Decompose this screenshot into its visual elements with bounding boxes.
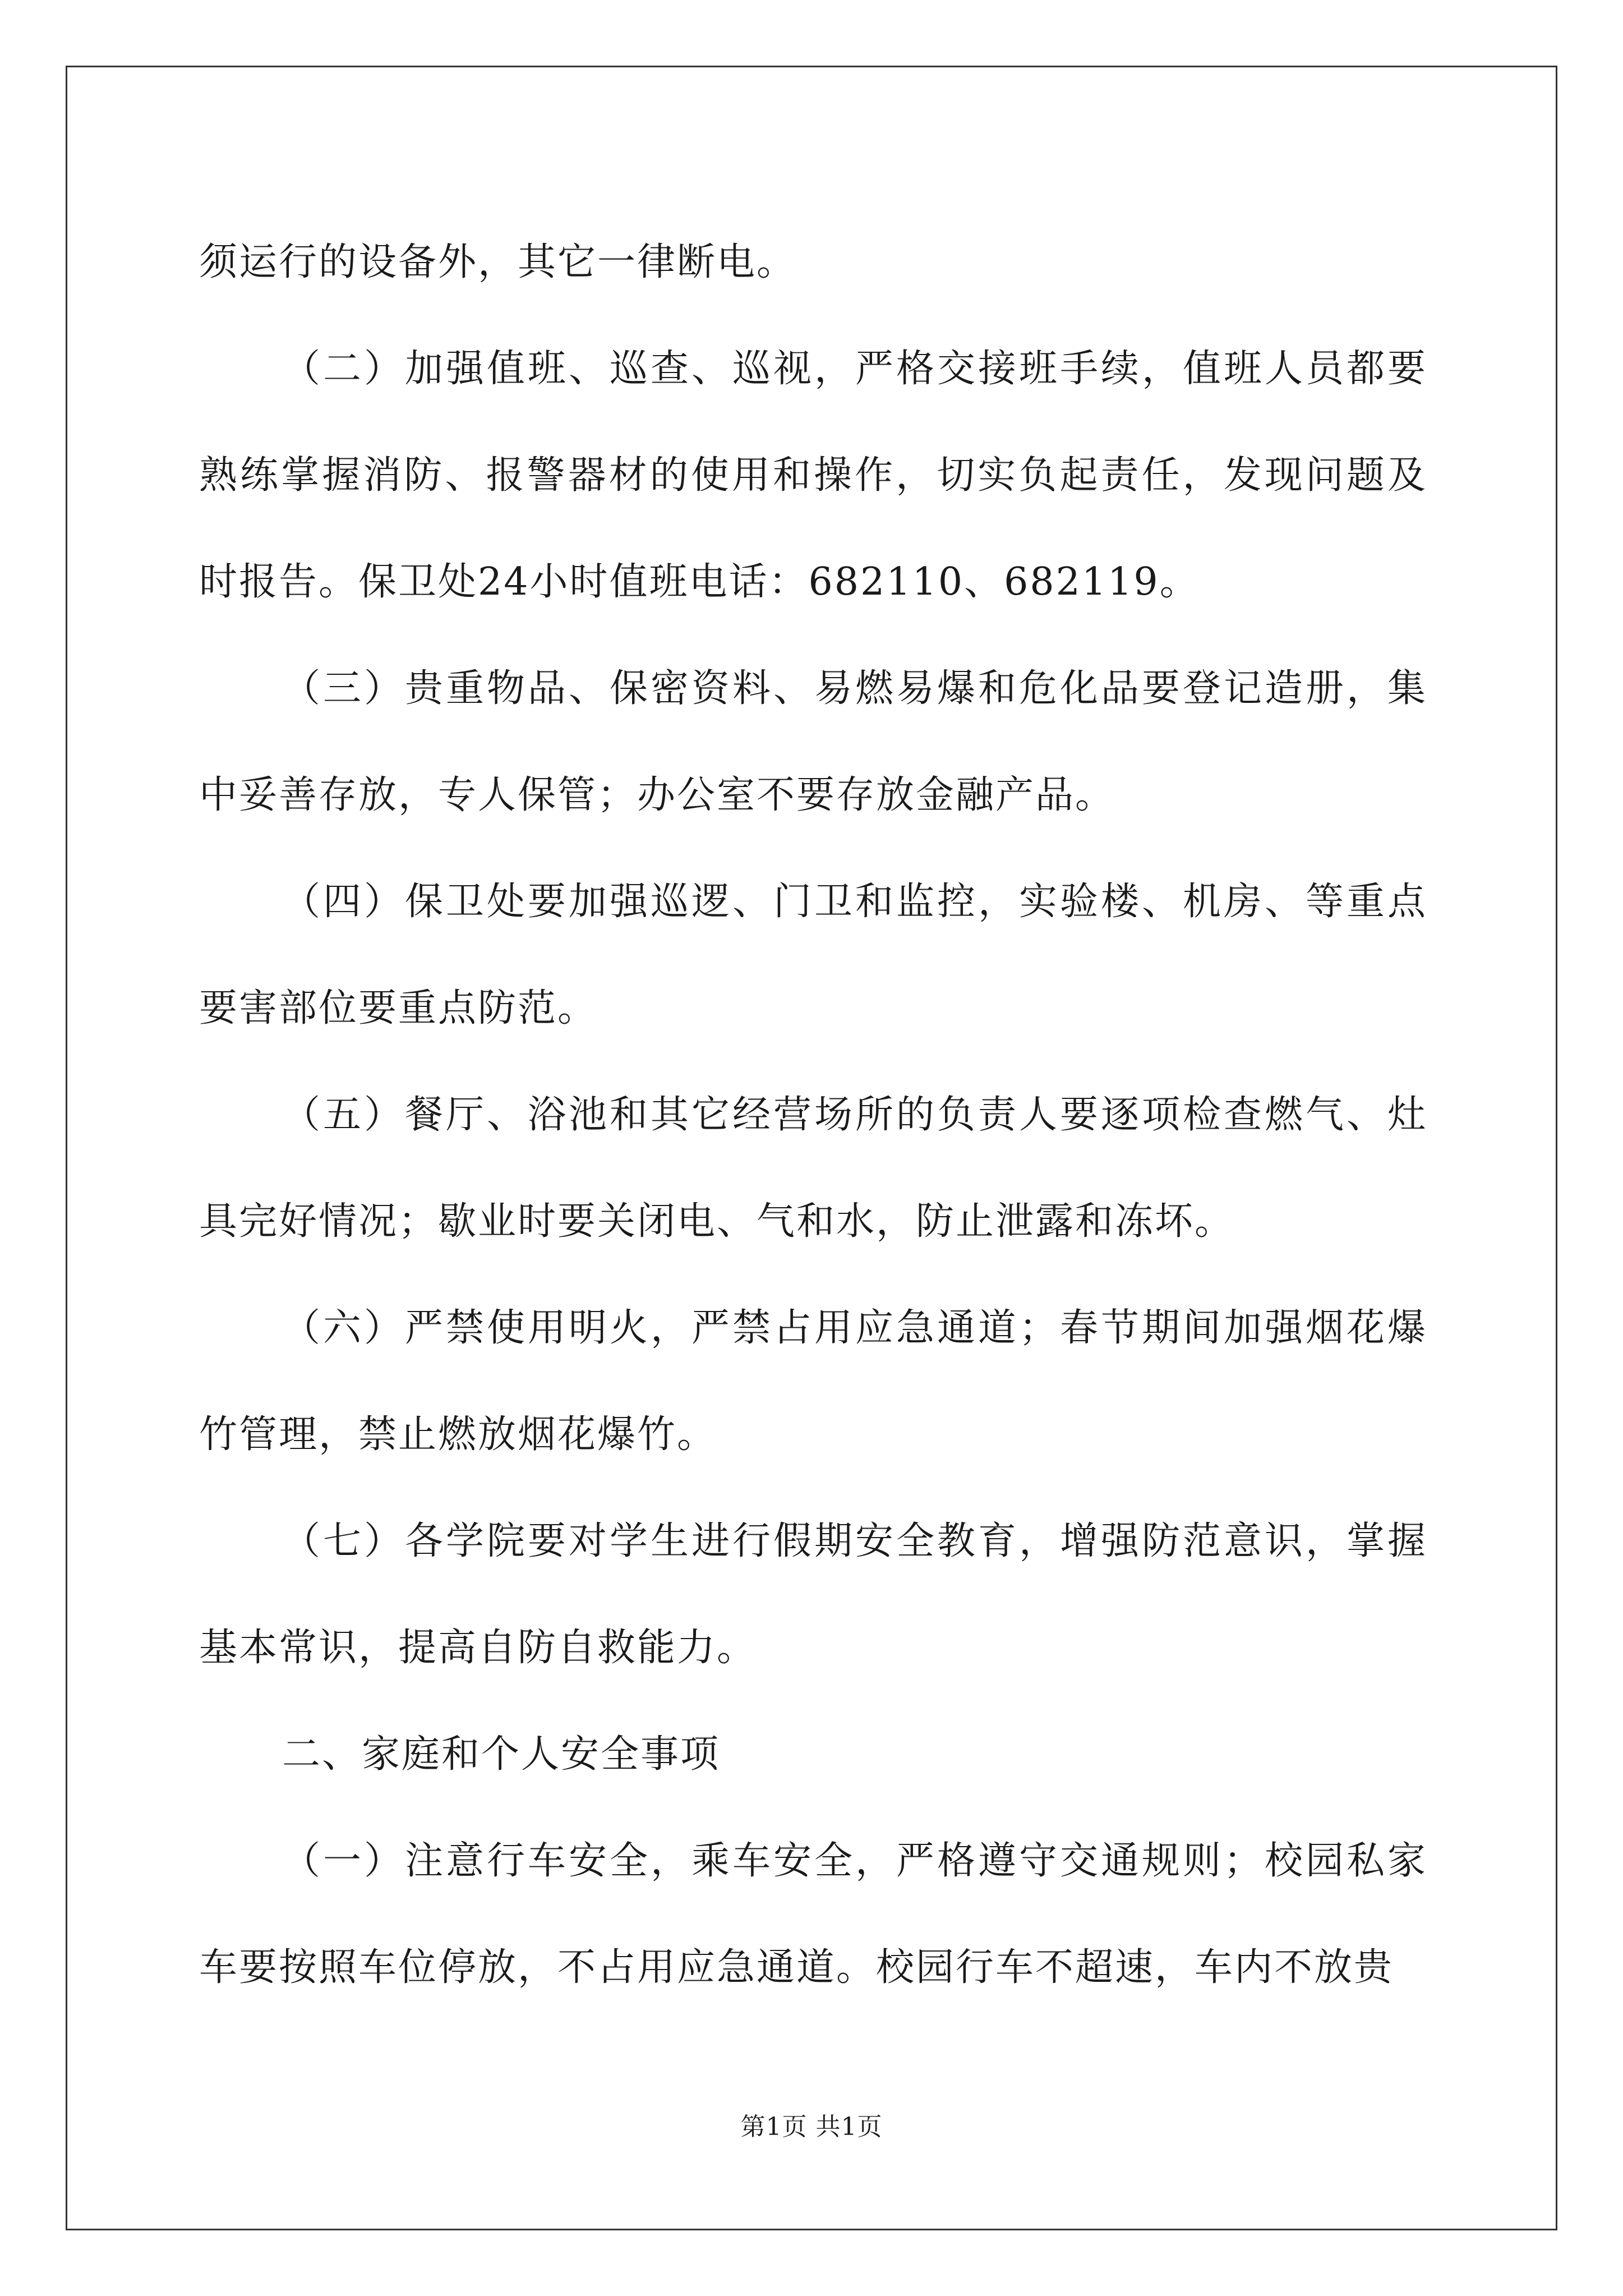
paragraph-continuation: 须运行的设备外，其它一律断电。 bbox=[199, 240, 797, 284]
paragraph-section2-item-1: （一）注意行车安全，乘车安全，严格遵守交通规则；校园私家车要按照车位停放，不占用应急通道。校园行车不超速，车内不放贵 bbox=[199, 1839, 1427, 1990]
paragraph-item-2: （二）加强值班、巡查、巡视，严格交接班手续，值班人员都要熟练掌握消防、报警器材的使用和操作，切实负起责任，发现问题及时报告。保卫处24小时值班电话：682110、682119。 bbox=[199, 347, 1427, 604]
paragraph-item-5: （五）餐厅、浴池和其它经营场所的负责人要逐项检查燃气、灶具完好情况；歇业时要关闭电、气和水，防止泄露和冻坏。 bbox=[199, 1093, 1427, 1244]
section-heading: 二、家庭和个人安全事项 bbox=[282, 1732, 721, 1777]
paragraph-item-6: （六）严禁使用明火，严禁占用应急通道；春节期间加强烟花爆竹管理，禁止燃放烟花爆竹。 bbox=[199, 1306, 1427, 1457]
paragraph-item-3: （三）贵重物品、保密资料、易燃易爆和危化品要登记造册，集中妥善存放，专人保管；办公室不要存放金融产品。 bbox=[199, 666, 1427, 817]
page-number-footer: 第1页 共1页 bbox=[740, 2113, 883, 2141]
paragraph-item-7: （七）各学院要对学生进行假期安全教育，增强防范意识，掌握基本常识，提高自防自救能力。 bbox=[199, 1519, 1427, 1670]
document-body bbox=[199, 209, 1427, 2021]
paragraph-item-4: （四）保卫处要加强巡逻、门卫和监控，实验楼、机房、等重点要害部位要重点防范。 bbox=[199, 880, 1427, 1030]
